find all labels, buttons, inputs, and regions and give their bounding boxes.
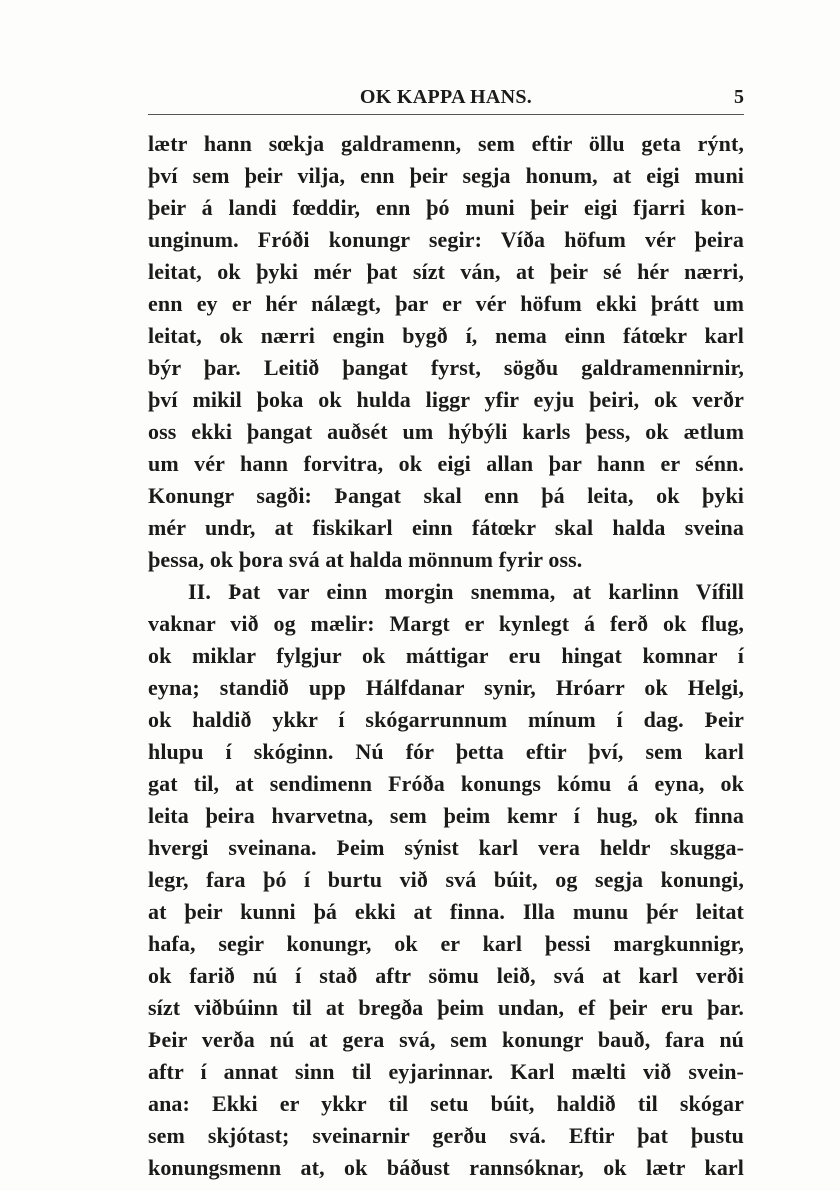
text-line: mér undr, at fiskikarl einn fátœkr skal halda sveina	[148, 515, 744, 540]
text-line: hvergi sveinana. Þeim sýnist karl vera heldr skugga-	[148, 835, 744, 860]
text-line: leitat, ok nærri engin bygð í, nema einn fátœkr karl	[148, 323, 744, 348]
text-line: enn ey er hér nálægt, þar er vér höfum ekki þrátt um	[148, 291, 744, 316]
text-line: lætr hann sœkja galdramenn, sem eftir öllu geta rýnt,	[148, 131, 744, 156]
text-line: ok farið nú í stað aftr sömu leið, svá at karl verði	[148, 963, 744, 988]
header-rule	[148, 114, 744, 115]
text-line: oss ekki þangat auðsét um hýbýli karls þess, ok ætlum	[148, 419, 744, 444]
text-line: konungsmenn at, ok báðust rannsóknar, ok lætr karl	[148, 1155, 744, 1180]
text-line: hlupu í skóginn. Nú fór þetta eftir því, sem karl	[148, 739, 744, 764]
text-line: leita þeira hvarvetna, sem þeim kemr í hug, ok finna	[148, 803, 744, 828]
text-line: Konungr sagði: Þangat skal enn þá leita, ok þyki	[148, 483, 744, 508]
text-line: eyna; standið upp Hálfdanar synir, Hróarr ok Helgi,	[148, 675, 744, 700]
text-line: sem skjótast; sveinarnir gerðu svá. Eftir þat þustu	[148, 1123, 744, 1148]
text-line: gat til, at sendimenn Fróða konungs kómu á eyna, ok	[148, 771, 744, 796]
body-text	[148, 128, 744, 1184]
page-number: 5	[734, 86, 744, 108]
text-line: þessa, ok þora svá at halda mönnum fyrir oss.	[148, 547, 583, 572]
text-line: ok haldið ykkr í skógarrunnum mínum í dag. Þeir	[148, 707, 744, 732]
running-title: OK KAPPA HANS.	[359, 86, 533, 108]
text-line: aftr í annat sinn til eyjarinnar. Karl mælti við svein-	[148, 1059, 744, 1084]
text-line: hafa, segir konungr, ok er karl þessi margkunnigr,	[148, 931, 744, 956]
text-line: um vér hann forvitra, ok eigi allan þar hann er sénn.	[148, 451, 744, 476]
text-line: ana: Ekki er ykkr til setu búit, haldið til skógar	[148, 1091, 744, 1116]
text-line: leitat, ok þyki mér þat sízt ván, at þeir sé hér nærri,	[148, 259, 744, 284]
text-line: ok miklar fylgjur ok máttigar eru hingat komnar í	[148, 643, 744, 668]
text-line: legr, fara þó í burtu við svá búit, og segja konungi,	[148, 867, 744, 892]
text-line: því mikil þoka ok hulda liggr yfir eyju þeiri, ok verðr	[148, 387, 744, 412]
text-line: unginum. Fróði konungr segir: Víða höfum vér þeira	[148, 227, 744, 252]
text-line: vaknar við og mælir: Margt er kynlegt á ferð ok flug,	[148, 611, 744, 636]
text-line: þeir á landi fœddir, enn þó muni þeir eigi fjarri kon-	[148, 195, 744, 220]
chapter-start-line: II. Þat var einn morgin snemma, at karlinn Vífill	[188, 579, 744, 604]
text-line: Þeir verða nú at gera svá, sem konungr bauð, fara nú	[148, 1027, 744, 1052]
text-line: sízt viðbúinn til at bregða þeim undan, ef þeir eru þar.	[148, 995, 744, 1020]
page-header	[148, 86, 744, 114]
text-line: býr þar. Leitið þangat fyrst, sögðu galdramennirnir,	[148, 355, 744, 380]
text-line: því sem þeir vilja, enn þeir segja honum, at eigi muni	[148, 163, 744, 188]
text-line: at þeir kunni þá ekki at finna. Illa munu þér leitat	[148, 899, 744, 924]
